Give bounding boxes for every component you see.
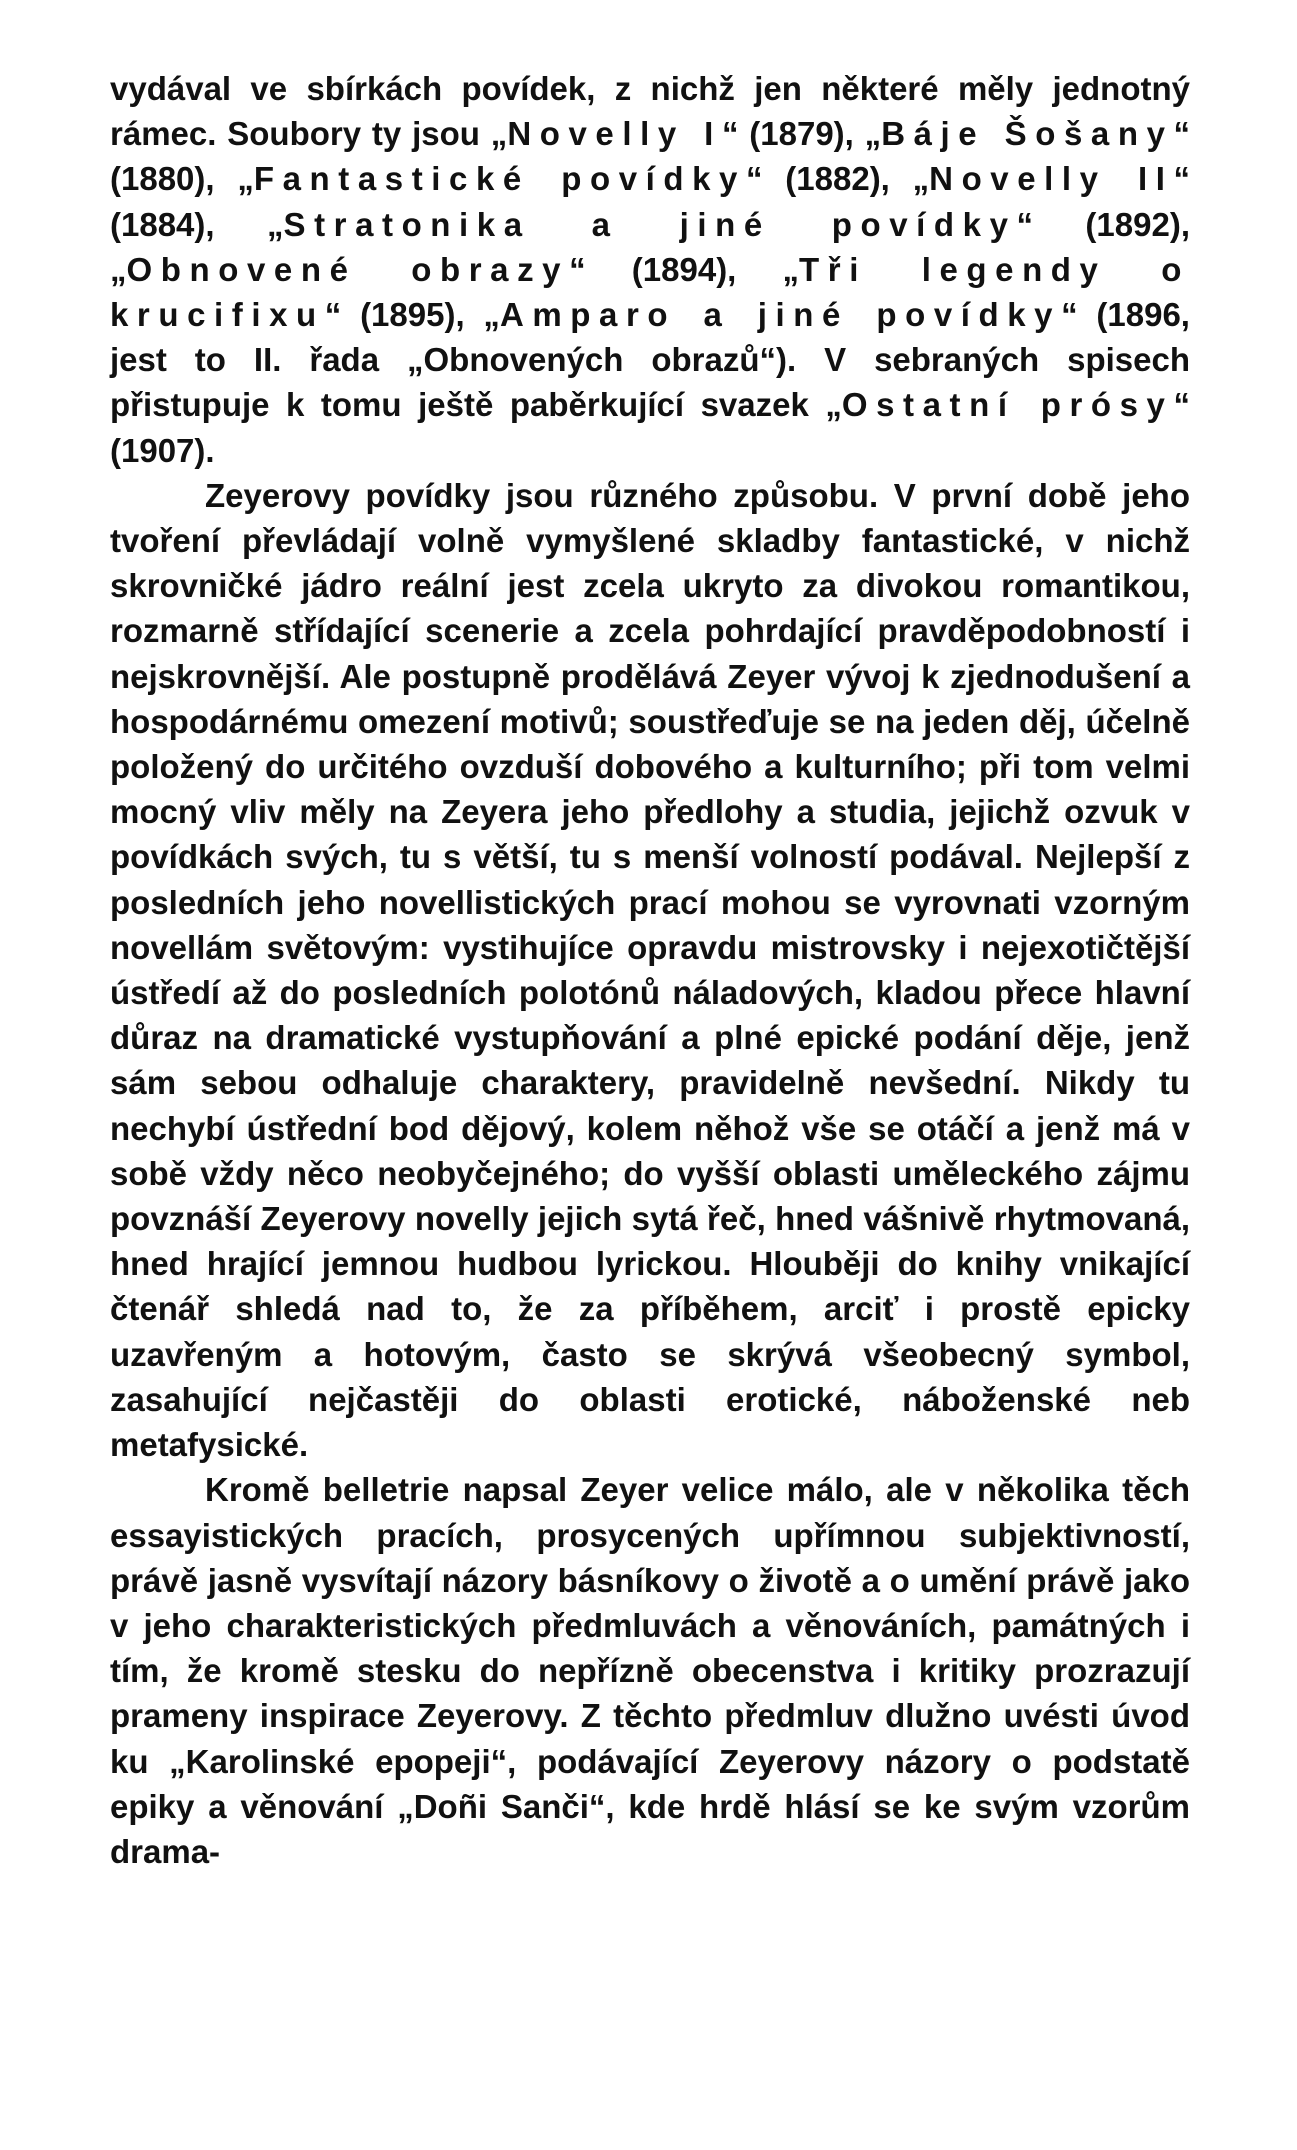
text-run: “ (1895), „	[324, 296, 500, 334]
spaced-title: Novelly I	[507, 115, 722, 153]
spaced-title: Ostatní prósy	[841, 386, 1174, 424]
text-run: Zeyerovy povídky jsou různého způsobu. V první době jeho tvoření převládají volně vymyšlené skladby fantastické, v nichž skrovničké jádro reální jest zcela ukryto za divokou romantikou, rozmarně střídající scenerie a zcela pohrdající pravděpodobností i nejskrovnější. Ale postupně prodělává Zeyer vývoj k zjednodušení a hospodárnému omezení motivů; soustřeďuje se na jeden děj, účelně položený do určitého ovzduší dobového a kulturního; při tom velmi mocný vliv měly na Zeyera jeho předlohy a studia, jejichž ozvuk v povídkách svých, tu s větší, tu s menší volností podával. Nejlepší z posledních jeho novellistických prací mohou se vyrovnati vzorným novellám světovým: vystihujíce opravdu mistrovsky i nejexotičtější ústředí až do posledních polotónů náladových, kladou přece hlavní důraz na dramatické vystupňování a plné epické podání děje, jenž sám sebou odhaluje charaktery, pravidelně nevšední. Nikdy tu nechybí ústřední bod dějový, kolem něhož vše se otáčí a jenž má v sobě vždy něco neobyčejného; do vyšší oblasti uměleckého zájmu povznáší Zeyerovy novelly jejich sytá řeč, hned vášnivě rhytmovaná, hned hrající jemnou hudbou lyrickou. Hlouběji do knihy vnikající čtenář shledá nad to, že za příběhem, arciť i prostě epicky uzavřeným a hotovým, často se skrývá všeobecný symbol, zasahující nejčastěji do oblasti erotické, náboženské neb metafysické.	[110, 476, 1190, 1464]
paragraph-novella-collections	[110, 66, 1190, 473]
spaced-title: Tři legendy o krucifixu	[110, 250, 1190, 334]
text-run: Kromě belletrie napsal Zeyer velice málo, ale v několika těch essayistických pracích, prosycených upřímnou subjektivností, právě jasně vysvítají názory básníkovy o životě a o umění právě jako v jeho charakteristických předmluvách a věnováních, památných i tím, že kromě stesku do nepřízně obecenstva i kritiky prozrazují prameny inspirace Zeyerovy. Z těchto předmluv dlužno uvésti úvod ku „Karolinské epopeji“, podávající Zeyerovy názory o podstatě epiky a věnování „Doñi Sanči“, kde hrdě hlásí se ke svým vzorům drama-	[110, 1471, 1190, 1870]
spaced-title: Fantastické povídky	[253, 160, 746, 198]
spaced-title: Báje Šošany	[881, 115, 1174, 153]
text-run: vydával ve sbírkách povídek, z nichž jen některé měly jednotný rámec. Soubory ty jsou „	[110, 70, 1190, 153]
spaced-title: Novelly II	[929, 160, 1174, 198]
text-run: “ (1896, jest to II. řada „Obnovených obrazů“). V sebraných spisech přistupuje k tomu ještě paběrkující svazek „	[110, 296, 1190, 424]
paragraph-essays-prefaces	[110, 1467, 1190, 1874]
book-page-text	[110, 66, 1190, 1874]
spaced-title: Obnovené obrazy	[126, 250, 570, 288]
spaced-title: Stratonika a jiné povídky	[283, 205, 1017, 243]
text-run: “ (1882), „	[745, 160, 930, 198]
spaced-title: Amparo a jiné povídky	[499, 296, 1062, 334]
text-run: “ (1894), „	[569, 250, 800, 288]
paragraph-zeyer-stories	[110, 473, 1190, 1467]
text-run: “ (1880), „	[110, 115, 1191, 198]
text-run: “ (1884), „	[110, 160, 1190, 243]
text-run: “ (1892), „	[110, 205, 1190, 288]
text-run: “ (1907).	[110, 386, 1190, 469]
text-run: “ (1879), „	[721, 115, 882, 153]
